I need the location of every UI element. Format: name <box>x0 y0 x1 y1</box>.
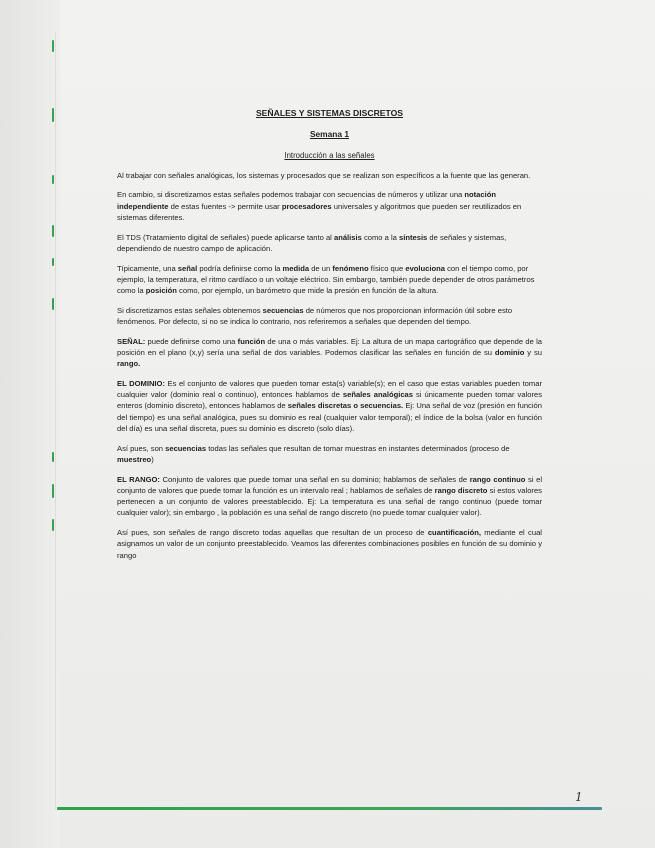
bold-term: función <box>237 336 266 346</box>
margin-mark <box>52 108 54 122</box>
text-run: y su <box>524 347 542 357</box>
text-run: Ej: Una señal de voz (presión en función del tiempo) es una señal analógica, pues su dominio es real (cualquier valor temporal); el índice de la bolsa (valor en función del día) es una señal discreta, pues su dominio es discreto (solo días). <box>117 401 542 434</box>
text-run: físico que <box>368 263 406 273</box>
text-run: podría definirse como la <box>197 263 283 273</box>
paragraph <box>117 263 542 297</box>
text-run: Conjunto de valores que puede tomar una señal en su dominio; hablamos de señales de <box>159 474 470 484</box>
text-run: universales y algoritmos que pueden ser reutilizados en sistemas diferentes. <box>117 201 522 223</box>
bold-term: SEÑAL: <box>117 336 146 346</box>
bold-term: medida <box>282 263 310 273</box>
paragraph <box>117 443 542 466</box>
scan-shadow <box>0 0 60 848</box>
text-run: En cambio, si discretizamos estas señales podemos trabajar con secuencias de números y utilizar una <box>117 190 465 200</box>
text-run: si el conjunto de valores que puede tomar la función es un intervalo real ; hablamos de señales de <box>117 474 543 495</box>
document-body <box>117 108 542 569</box>
text-run: de señales y sistemas, dependiendo de nuestro campo de aplicación. <box>117 232 507 253</box>
margin-mark <box>52 452 54 462</box>
text-run: todas las señales que resultan de tomar muestras en instantes determinados (proceso de <box>206 443 510 453</box>
bold-term: señal <box>177 263 198 273</box>
text-run: mediante el cual asignamos un valor de un conjunto preestablecido. Veamos las diferentes combinaciones posibles en función de su dominio y rango <box>117 527 542 560</box>
margin-mark <box>52 225 54 237</box>
bold-term: muestreo <box>117 454 152 464</box>
paragraph <box>117 336 542 370</box>
paragraph-list <box>117 170 542 561</box>
bold-term: EL RANGO: <box>117 474 160 484</box>
margin-mark <box>52 258 54 266</box>
bold-term: señales discretas o secuencias. <box>287 401 404 411</box>
paragraph <box>117 170 542 181</box>
text-run: Si discretizamos estas señales obtenemos <box>117 305 263 315</box>
text-run: de una o más variables. Ej: La altura de un mapa cartográfico que depende de la posición en el plano (x,y) sería una señal de dos variables. Podemos clasificar las señales en función de su <box>117 336 543 357</box>
bold-term: rango continuo <box>469 474 526 484</box>
paragraph <box>117 527 542 561</box>
margin-mark <box>52 519 54 531</box>
text-run: como a la <box>361 232 399 242</box>
page-number: 1 <box>575 790 583 804</box>
text-run: Al trabajar con señales analógicas, los sistemas y procesados que se realizan son específicos a la fuente que las generan. <box>117 170 531 180</box>
text-run: Es el conjunto de valores que pueden tomar esta(s) variable(s); en el caso que estas variables pueden tomar cualquier valor (dominio real o continuo), entonces hablamos de <box>117 378 542 400</box>
bold-term: notación independiente <box>117 190 497 211</box>
text-run: de estas fuentes -> permite usar <box>168 201 282 211</box>
bold-term: evoluciona <box>405 263 446 273</box>
bold-term: rango. <box>117 359 141 369</box>
bold-term: señales analógicas <box>342 390 413 400</box>
text-run: Típicamente, una <box>117 263 178 273</box>
section-heading: Introducción a las señales <box>284 150 375 160</box>
bold-term: posición <box>145 286 177 296</box>
margin-mark <box>52 484 54 498</box>
bold-term: secuencias <box>165 443 207 453</box>
bold-term: procesadores <box>281 201 332 211</box>
text-run: de un <box>309 263 333 273</box>
text-run: Así pues, son <box>117 443 166 453</box>
text-run: como, por ejemplo, un barómetro que mide la presión en función de la altura. <box>176 286 439 296</box>
bold-term: rango discreto <box>434 485 488 495</box>
bold-term: síntesis <box>399 232 428 242</box>
bold-term: EL DOMINIO: <box>117 378 165 388</box>
week-heading: Semana 1 <box>309 129 350 140</box>
bold-term: dominio <box>494 347 525 357</box>
margin-mark <box>52 298 54 310</box>
text-run: El TDS (Tratamiento digital de señales) puede aplicarse tanto al <box>117 232 334 242</box>
bold-term: análisis <box>333 232 362 242</box>
paragraph <box>117 474 542 519</box>
bold-term: cuantificación, <box>427 527 481 537</box>
paragraph <box>117 232 542 255</box>
text-run: puede definirse como una <box>145 336 238 346</box>
text-run: ) <box>151 454 154 464</box>
paragraph <box>117 305 542 328</box>
text-run: con el tiempo como, por ejemplo, la temperatura, el ritmo cardíaco o un voltaje eléctrico. Sin embargo, también puede depender de otros parámetros como la <box>117 263 535 296</box>
text-run: de números que nos proporcionan información útil sobre esto fenómenos. Por defecto, si no se indica lo contrario, nos referiremos a señales que dependen del tiempo. <box>117 305 513 327</box>
text-run: si estos valores pertenecen a un conjunto de valores preestablecido. Ej: La temperatura es una señal de rango continuo (puede tomar cualquier valor); sin embargo , la población es una señal de rango discreto (no puede tomar cualquier valor). <box>117 485 542 518</box>
paragraph <box>117 378 542 434</box>
document-title: SEÑALES Y SISTEMAS DISCRETOS <box>255 108 404 118</box>
margin-mark <box>52 40 54 52</box>
margin-rule <box>55 32 56 810</box>
text-run: si únicamente pueden tomar valores enteros (dominio discreto), entonces hablamos de <box>117 390 542 411</box>
margin-mark <box>52 175 54 184</box>
bold-term: secuencias <box>262 305 304 315</box>
bottom-green-line <box>57 807 602 810</box>
text-run: Así pues, son señales de rango discreto todas aquellas que resultan de un proceso de <box>117 527 428 537</box>
paragraph <box>117 189 542 223</box>
bold-term: fenómeno <box>332 263 369 273</box>
